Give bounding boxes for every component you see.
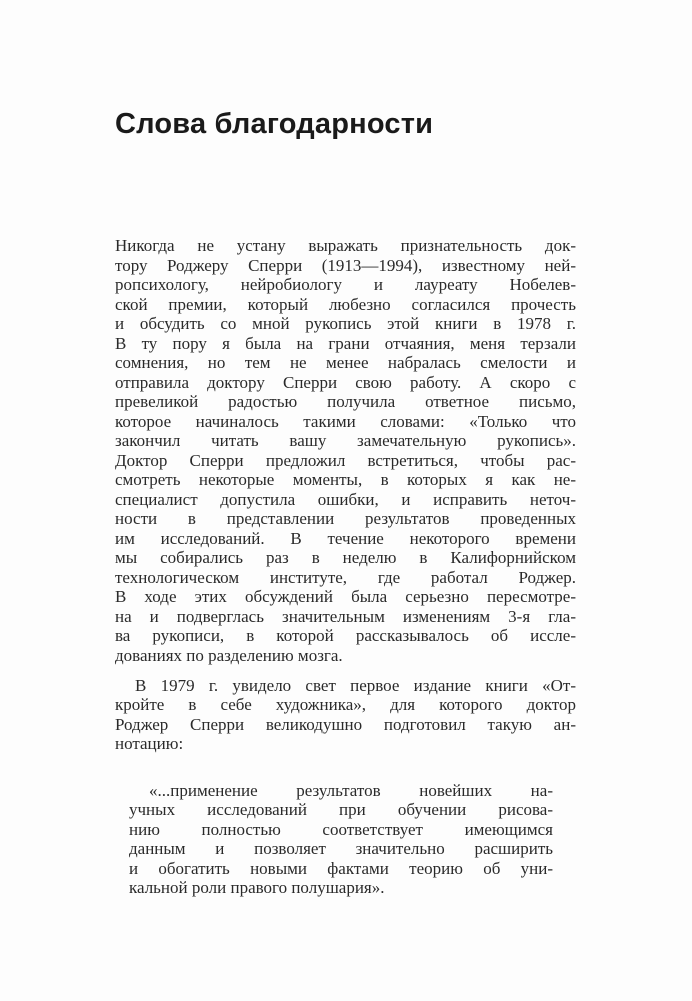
text-line: и обогатить новыми фактами теорию об уни- [129,858,553,878]
text-line: смотреть некоторые моменты, в которых я как не- [115,470,576,489]
text-line: которое начиналось такими словами: «Только что [115,411,576,431]
block-quote [129,781,553,898]
text-line: кройте в себе художника», для которого доктор [115,695,576,714]
text-line: специалист допустила ошибки, и исправить неточ- [115,489,576,509]
text-line: сомнения, но тем не менее набралась смелости и [115,353,576,372]
text-line: учных исследований при обучении рисова- [129,800,553,819]
text-line: Никогда не устану выражать признательность док- [115,236,576,255]
text-line: Доктор Сперри предложил встретиться, чтобы рас- [115,450,576,470]
text-line: превеликой радостью получила ответное письмо, [115,392,576,411]
text-line: «...применение результатов новейших на- [149,780,553,800]
text-line: данным и позволяет значительно расширить [129,839,553,858]
text-line: ропсихологу, нейробиологу и лауреату Нобелев- [115,275,576,294]
text-line: отправила доктору Сперри свою работу. А скоро с [115,372,576,392]
page-title: Слова благодарности [115,108,434,140]
text-line: мы собирались раз в неделю в Калифорнийском [115,548,576,567]
text-line: В ту пору я была на грани отчаяния, меня терзали [115,333,576,353]
text-line: кальной роли правого полушария». [129,878,385,897]
text-line: В ходе этих обсуждений была серьезно пересмотре- [115,587,576,606]
text-line: тору Роджеру Сперри (1913—1994), известному ней- [115,255,576,275]
text-line: дованиях по разделению мозга. [115,645,343,665]
text-line: технологическом институте, где работал Роджер. [115,567,576,587]
text-line: Роджер Сперри великодушно подготовил такую ан- [115,714,576,734]
text-line: ской премии, который любезно согласился прочесть [115,294,576,314]
text-line: нию полностью соответствует имеющимся [129,819,553,839]
body-text [115,236,576,898]
paragraph-2 [115,676,576,754]
text-line: закончил читать вашу замечательную рукопись». [115,431,576,450]
text-line: ности в представлении результатов проведенных [115,509,576,528]
text-line: ва рукописи, в которой рассказывалось об иссле- [115,626,576,645]
text-line: им исследований. В течение некоторого времени [115,528,576,548]
text-line: В 1979 г. увидело свет первое издание книги «От- [135,675,576,695]
paragraph-1 [115,236,576,665]
text-line: нотацию: [115,734,184,753]
text-line: на и подверглась значительным изменениям 3-я гла- [115,606,576,626]
text-line: и обсудить со мной рукопись этой книги в 1978 г. [115,314,576,333]
